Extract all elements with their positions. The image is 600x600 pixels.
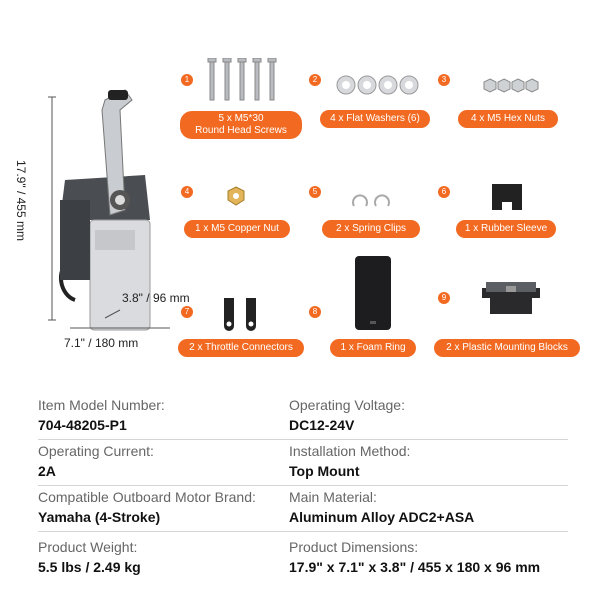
accessory-label-foam-ring: 1 x Foam Ring	[330, 339, 416, 357]
spec-label-dimensions: Product Dimensions:	[289, 539, 419, 555]
spec-label-weight: Product Weight:	[38, 539, 138, 555]
depth-dimension: 3.8" / 96 mm	[122, 291, 190, 305]
accessory-label-washers: 4 x Flat Washers (6)	[320, 110, 430, 128]
spec-value-weight: 5.5 lbs / 2.49 kg	[38, 559, 141, 575]
spec-value-dimensions: 17.9" x 7.1" x 3.8" / 455 x 180 x 96 mm	[289, 559, 541, 575]
accessory-label-mounting-blocks: 2 x Plastic Mounting Blocks	[434, 339, 580, 357]
screws-label-line-2: Round Head Screws	[195, 125, 287, 136]
spec-divider	[38, 439, 568, 440]
spec-label-voltage: Operating Voltage:	[289, 397, 405, 413]
width-dimension: 7.1" / 180 mm	[64, 336, 139, 350]
spec-label-current: Operating Current:	[38, 443, 154, 459]
spec-label-installation: Installation Method:	[289, 443, 411, 459]
item-number-8: 8	[309, 306, 321, 318]
screws-label-line-1: 5 x M5*30	[218, 113, 264, 124]
spec-label-model: Item Model Number:	[38, 397, 165, 413]
item-number-2: 2	[309, 74, 321, 86]
accessory-label-throttle-connectors: 2 x Throttle Connectors	[178, 339, 304, 357]
accessory-label-hex-nuts: 4 x M5 Hex Nuts	[458, 110, 558, 128]
spring-clips-icon	[350, 190, 394, 208]
spec-value-brand: Yamaha (4-Stroke)	[38, 509, 161, 525]
hex-nuts-icon	[483, 78, 543, 94]
mounting-blocks-icon	[478, 278, 544, 320]
spec-divider	[38, 485, 568, 486]
spec-value-model: 704-48205-P1	[38, 417, 127, 433]
spec-value-installation: Top Mount	[289, 463, 360, 479]
spec-label-brand: Compatible Outboard Motor Brand:	[38, 489, 256, 505]
rubber-sleeve-icon	[490, 182, 524, 212]
item-number-4: 4	[181, 186, 193, 198]
spec-value-current: 2A	[38, 463, 56, 479]
item-number-9: 9	[438, 292, 450, 304]
spec-divider	[38, 531, 568, 532]
foam-ring-icon	[354, 255, 392, 331]
screws-icon	[205, 58, 285, 103]
item-number-6: 6	[438, 186, 450, 198]
throttle-connectors-icon	[220, 296, 262, 332]
washers-icon	[336, 74, 426, 96]
item-number-7: 7	[181, 306, 193, 318]
item-number-5: 5	[309, 186, 321, 198]
accessory-label-copper-nut: 1 x M5 Copper Nut	[184, 220, 290, 238]
spec-value-material: Aluminum Alloy ADC2+ASA	[289, 509, 475, 525]
accessory-label-rubber-sleeve: 1 x Rubber Sleeve	[456, 220, 556, 238]
accessory-label-screws	[180, 111, 302, 139]
spec-label-material: Main Material:	[289, 489, 377, 505]
dimension-lines	[0, 0, 200, 340]
height-dimension: 17.9" / 455 mm	[14, 160, 28, 241]
item-number-1: 1	[181, 74, 193, 86]
accessory-label-spring-clips: 2 x Spring Clips	[322, 220, 420, 238]
spec-value-voltage: DC12-24V	[289, 417, 355, 433]
item-number-3: 3	[438, 74, 450, 86]
copper-nut-icon	[226, 186, 246, 206]
